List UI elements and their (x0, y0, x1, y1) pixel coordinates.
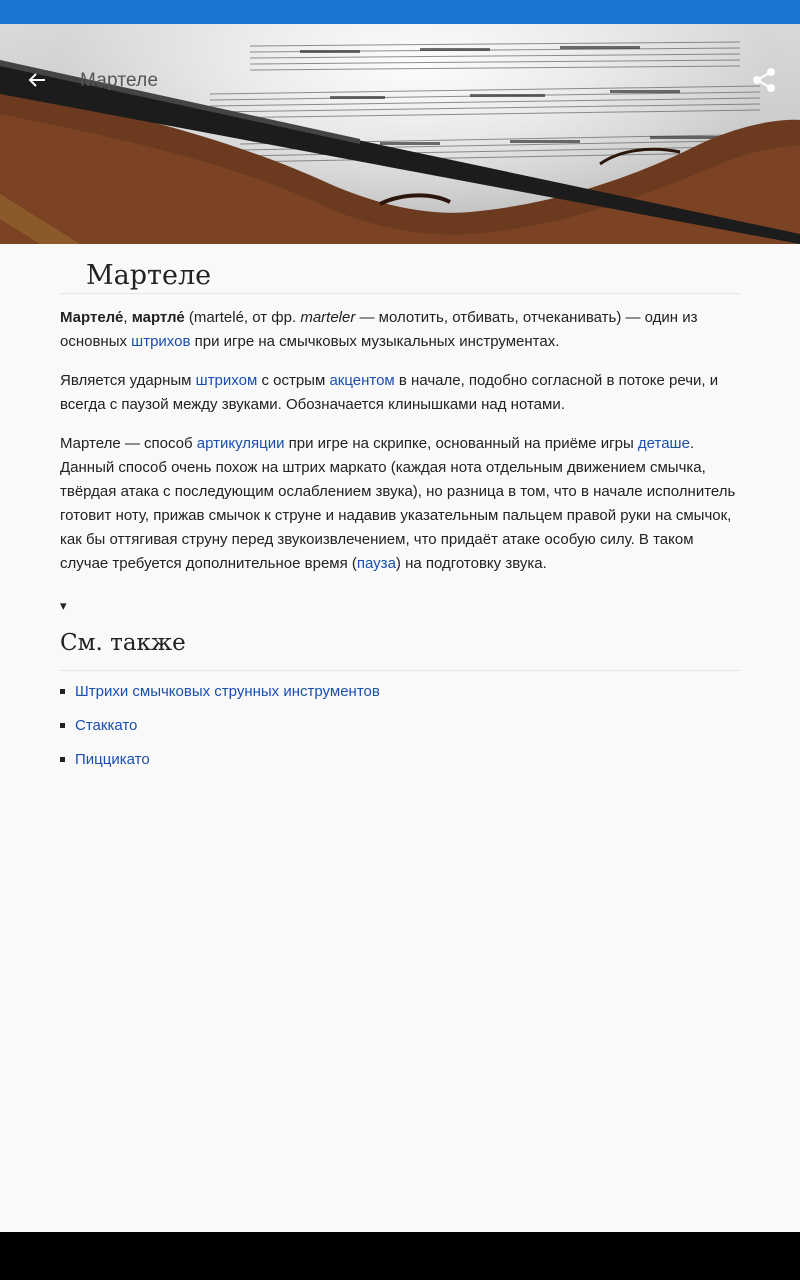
link-pizzicato[interactable]: Пиццикато (75, 751, 150, 768)
text: при игре на смычковых музыкальных инструментах. (190, 333, 560, 350)
list-item (60, 717, 740, 751)
term-bold-1: Мартеле́ (60, 309, 124, 326)
status-bar (0, 0, 800, 24)
see-also-list (60, 683, 740, 785)
bullet (60, 757, 65, 762)
appbar-title: Мартеле (80, 70, 159, 91)
paragraph-intro (60, 306, 740, 354)
text: Мартеле — способ (60, 435, 197, 452)
bullet (60, 689, 65, 694)
page-title: Мартеле (86, 260, 212, 291)
link-accent[interactable]: акцентом (329, 372, 395, 389)
link-detache[interactable]: деташе (637, 435, 690, 452)
title-divider (60, 293, 740, 294)
arrow-left-icon (28, 72, 46, 88)
section-title-see-also: См. также (60, 630, 186, 656)
text: ) на подготовку звука. (395, 555, 547, 572)
article-content (60, 244, 740, 785)
text: — молотить, отбивать, отчеканивать) — один из основных (60, 309, 698, 350)
text: . Данный способ очень похож на штрих маркато (каждая нота отдельным движением смычка, твёрдая атака с последующим ослаблением звука), но разница в том, что в начале исполнитель готовит ноту, прижав смычок к струне и надавив указательным пальцем правой руки на смычок, как бы оттягивая струну перед звукоизвлечением, что придаёт атаке особую силу. В таком случае требуется дополнительное время ( (60, 435, 736, 572)
share-button[interactable] (748, 64, 780, 96)
paragraph-2 (60, 369, 740, 417)
text: при игре на скрипке, основанный на приёме игры (284, 435, 638, 452)
term-italic: marteler (300, 309, 356, 326)
navigation-bar (0, 1232, 800, 1280)
link-staccato[interactable]: Стаккато (75, 717, 138, 734)
text: Является ударным (60, 372, 196, 389)
header-image (0, 24, 800, 244)
list-item (60, 751, 740, 785)
term-bold-2: мартле́ (131, 309, 185, 326)
text: (martelé, от фр. (184, 309, 301, 326)
link-pause[interactable]: пауза (356, 555, 396, 572)
section-divider (60, 670, 740, 671)
text: с острым (257, 372, 330, 389)
list-item (60, 683, 740, 717)
share-icon (751, 67, 777, 93)
back-button[interactable] (22, 68, 52, 92)
link-articulation[interactable]: артикуляции (196, 435, 285, 452)
paragraph-3 (60, 432, 740, 576)
violin-sheet-music-image (0, 24, 800, 244)
link-bow-strokes[interactable]: Штрихи смычковых струнных инструментов (75, 683, 380, 700)
text: в начале, подобно согласной в потоке речи, и всегда с паузой между звуками. Обозначается клинышками над нотами. (60, 372, 719, 413)
link-stroke[interactable]: штрихом (195, 372, 258, 389)
text: , (123, 309, 132, 326)
collapse-toggle[interactable]: ▾ (60, 598, 67, 613)
bullet (60, 723, 65, 728)
link-strokes[interactable]: штрихов (131, 333, 191, 350)
